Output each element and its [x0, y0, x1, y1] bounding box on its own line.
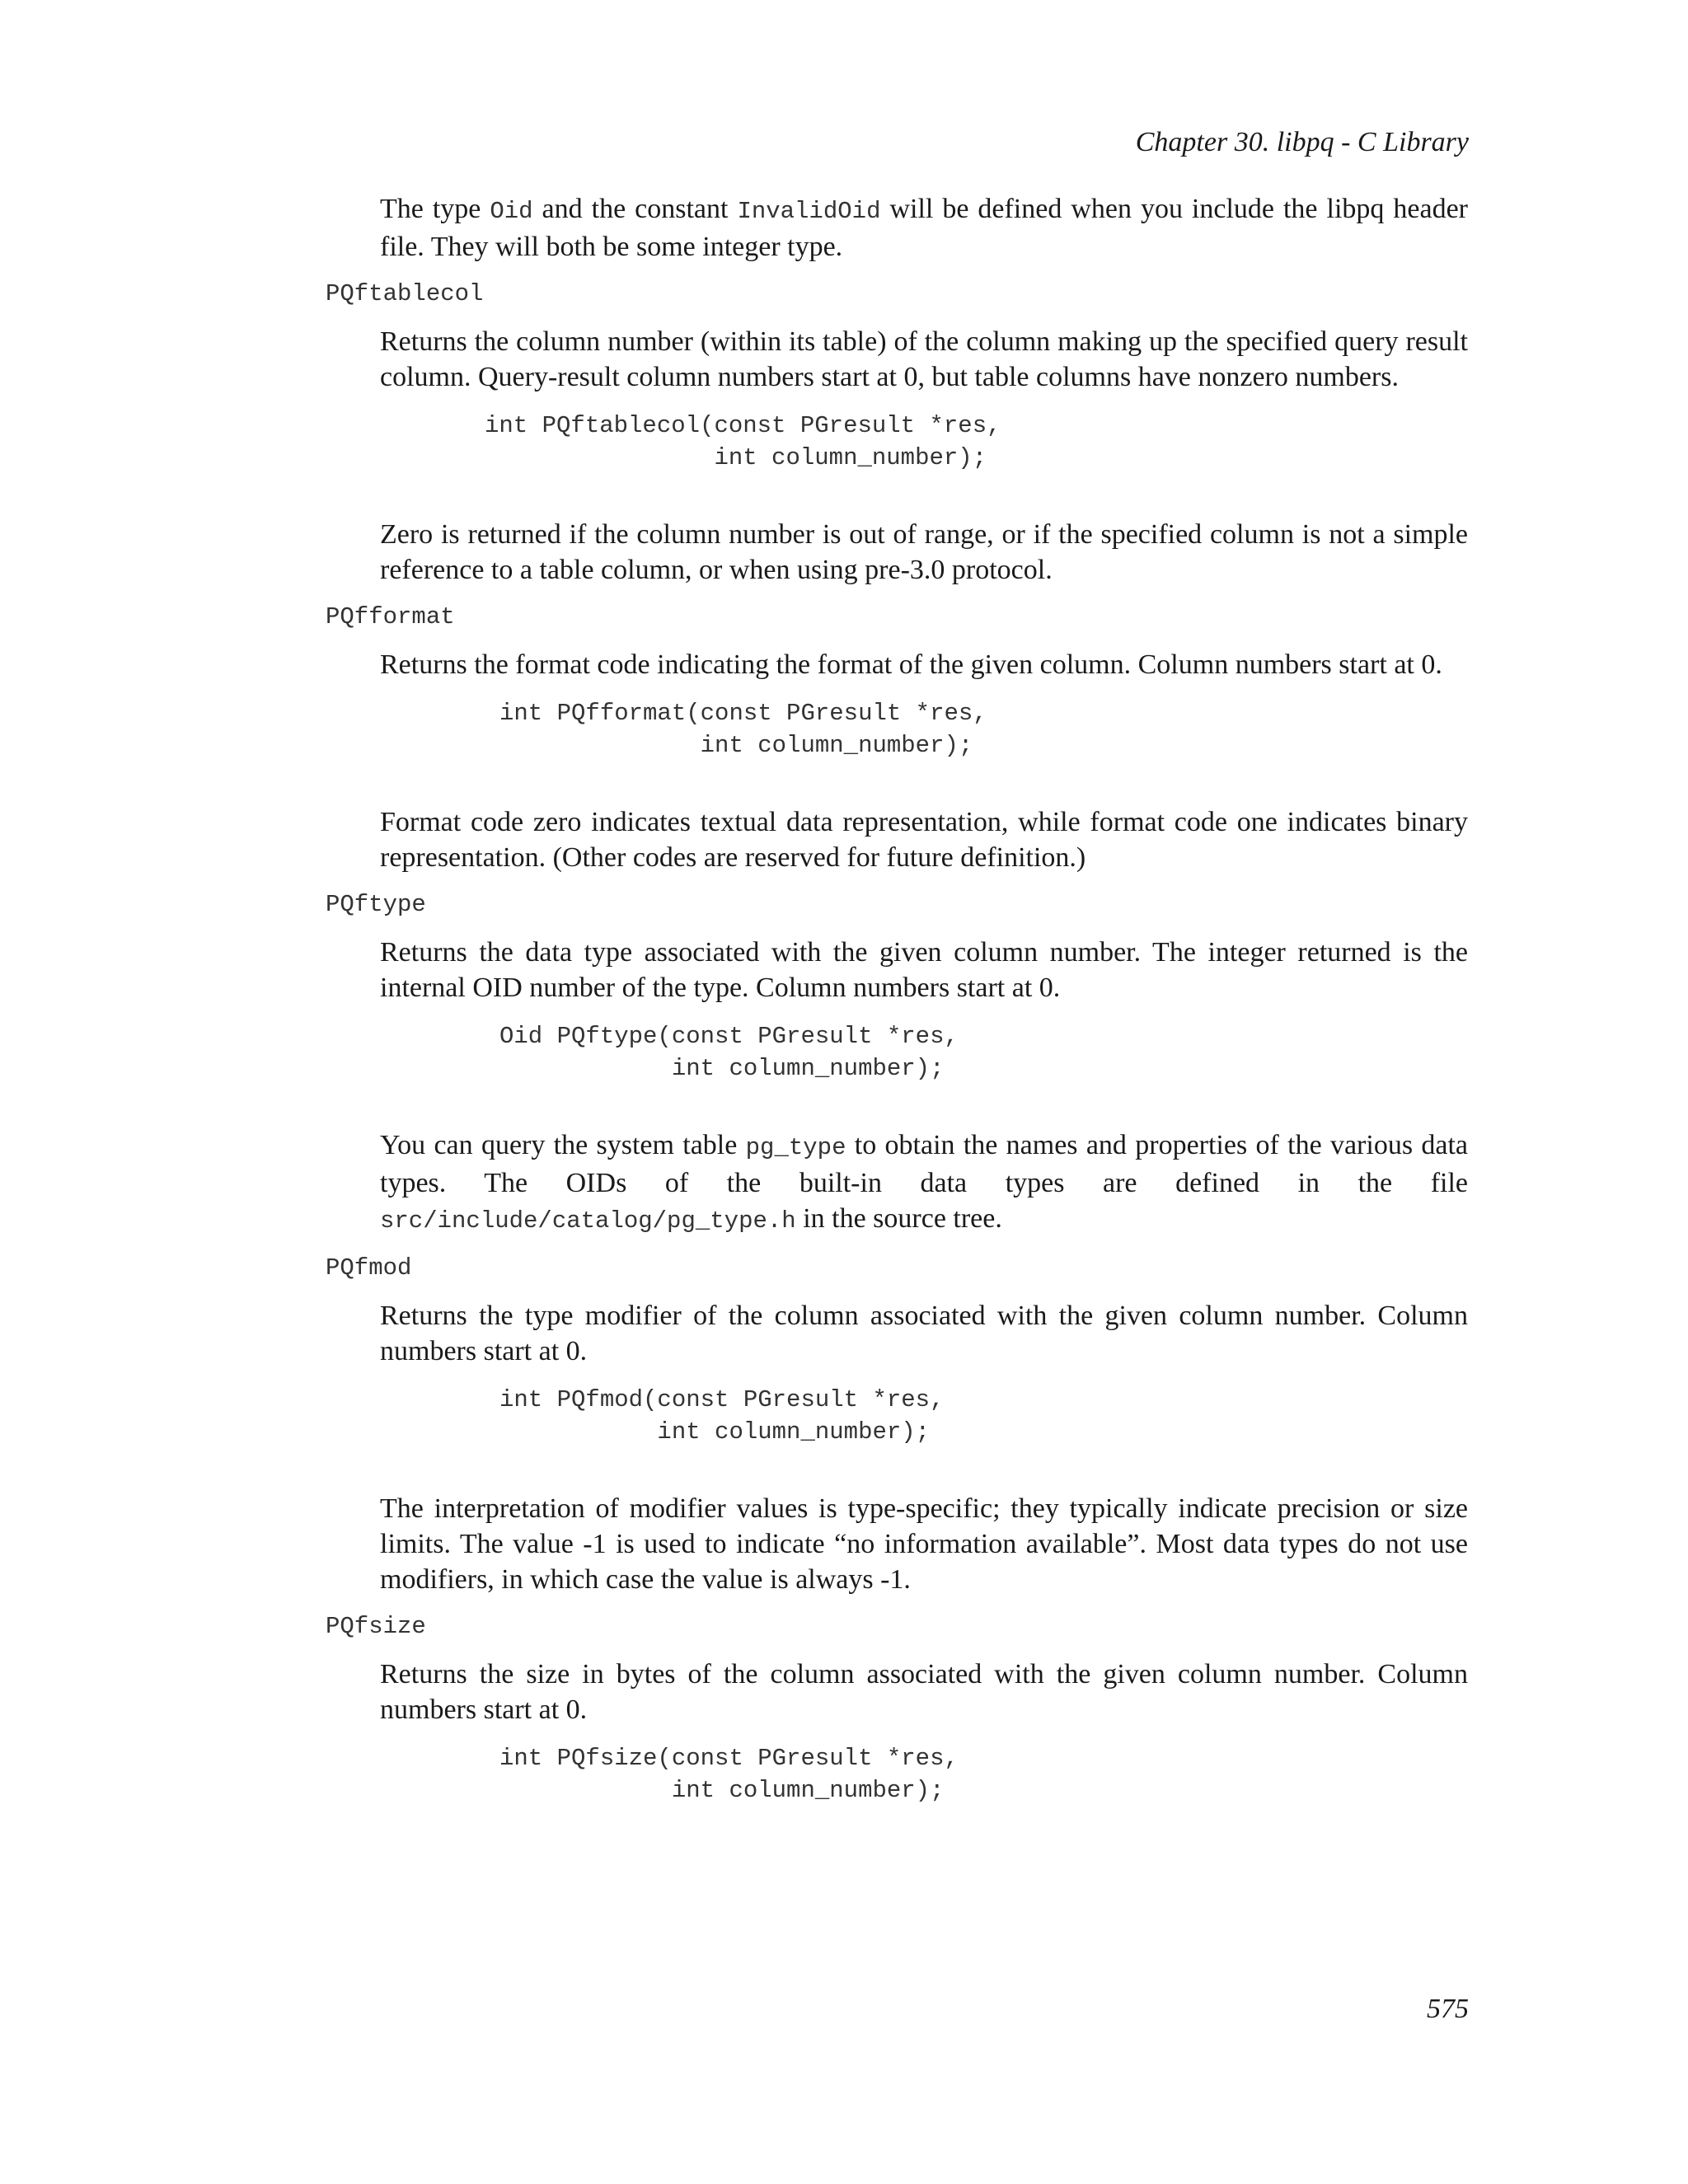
code-block: int PQfsize(const PGresult *res, int column_number);: [499, 1745, 959, 1804]
code-block: int PQfformat(const PGresult *res, int column_number);: [499, 700, 987, 759]
code-block: int PQftablecol(const PGresult *res, int column_number);: [485, 412, 1001, 471]
function-note: You can query the system table pg_type to obtain the names and properties of the various data types. The OIDs of the built-in data types are defined in the file src/include/catalog/pg_type.h in the source tree.: [380, 1130, 1468, 1235]
inline-code: pg_type: [745, 1134, 846, 1161]
intro-paragraph: The type Oid and the constant InvalidOid will be defined when you include the libpq header file. They will both be some integer type.: [380, 194, 1468, 262]
function-term: PQftablecol: [326, 280, 484, 307]
function-term: PQfmod: [326, 1254, 412, 1282]
function-term: PQfformat: [326, 603, 455, 630]
function-term: PQfsize: [326, 1613, 426, 1640]
function-note: Zero is returned if the column number is out of range, or if the specified column is not a simple reference to a table column, or when using pre-3.0 protocol.: [380, 519, 1468, 585]
code-block: int PQfmod(const PGresult *res, int column_number);: [499, 1386, 945, 1446]
inline-code: InvalidOid: [737, 198, 881, 225]
inline-code: src/include/catalog/pg_type.h: [380, 1207, 796, 1235]
function-description: Returns the column number (within its table) of the column making up the specified query result column. Query-result column numbers start at 0, but table columns have nonzero numbers.: [380, 326, 1468, 392]
page-header: Chapter 30. libpq - C Library: [1135, 127, 1469, 157]
page-number: 575: [1427, 1994, 1469, 2024]
function-description: Returns the data type associated with the given column number. The integer returned is the internal OID number of the type. Column numbers start at 0.: [380, 937, 1468, 1003]
inline-code: Oid: [490, 198, 533, 225]
function-note: Format code zero indicates textual data representation, while format code one indicates binary representation. (Other codes are reserved for future definition.): [380, 807, 1468, 873]
function-description: Returns the size in bytes of the column associated with the given column number. Column numbers start at 0.: [380, 1659, 1468, 1725]
function-note: The interpretation of modifier values is type-specific; they typically indicate precision or size limits. The value -1 is used to indicate “no information available”. Most data types do not use modifiers, in which case the value is always -1.: [380, 1493, 1468, 1595]
code-block: Oid PQftype(const PGresult *res, int column_number);: [499, 1023, 959, 1082]
function-term: PQftype: [326, 891, 426, 918]
document-body: [326, 191, 1468, 1849]
function-description: Returns the type modifier of the column associated with the given column number. Column numbers start at 0.: [380, 1301, 1468, 1366]
function-description: Returns the format code indicating the format of the given column. Column numbers start at 0.: [380, 649, 1442, 680]
